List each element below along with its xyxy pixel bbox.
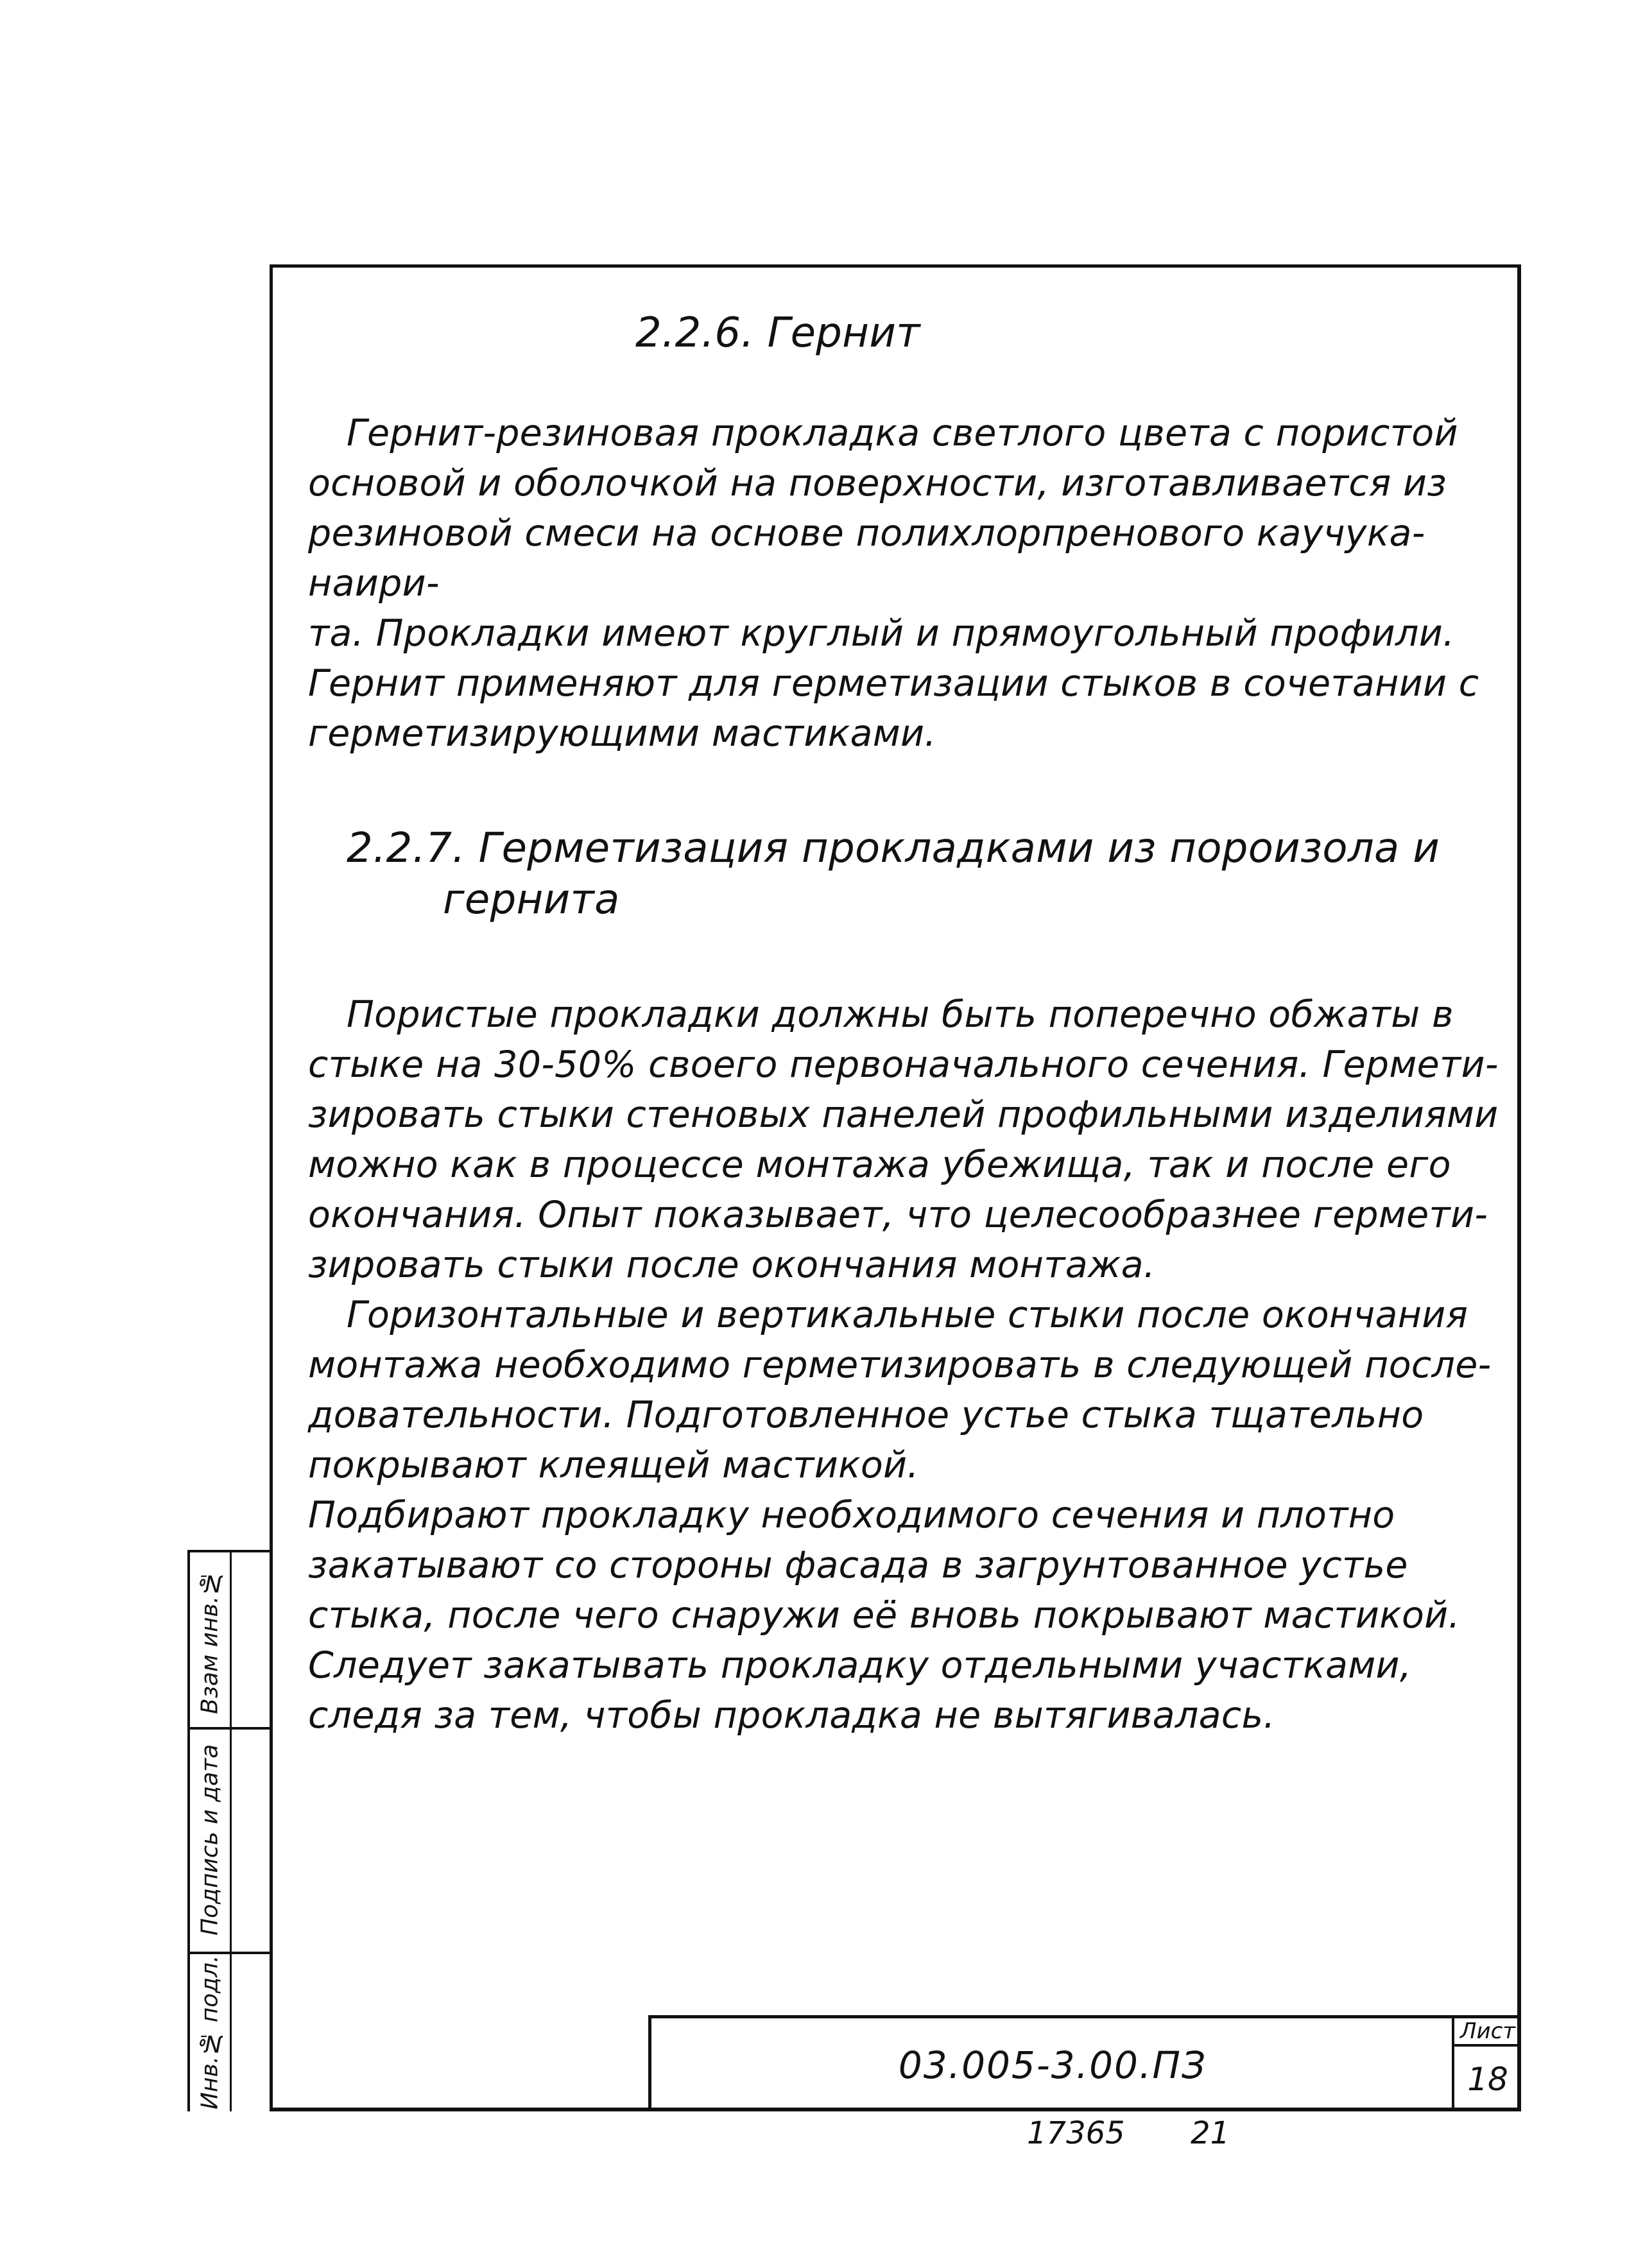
section-2-2-7-paragraph-1 bbox=[308, 990, 1502, 1290]
text-line: Подбирают прокладку необходимого сечения и плотно bbox=[308, 1494, 1395, 1536]
text-line: Следует закатывать прокладку отдельными участками, bbox=[308, 1644, 1412, 1687]
document-body bbox=[308, 308, 1502, 1740]
text-line: Пористые прокладки должны быть поперечно обжаты в bbox=[347, 993, 1454, 1036]
text-line: Гернит применяют для герметизации стыков в сочетании с bbox=[308, 662, 1479, 705]
text-line: закатывают со стороны фасада в загрунтованное устье bbox=[308, 1544, 1408, 1586]
footer-archive-number: 17365 bbox=[1027, 2115, 1125, 2151]
stamp-strip bbox=[187, 1550, 271, 2111]
text-line: можно как в процессе монтажа убежища, так и после его bbox=[308, 1144, 1451, 1186]
section-2-2-6-paragraph bbox=[308, 408, 1502, 759]
section-2-2-7-paragraph-2 bbox=[308, 1290, 1502, 1740]
text-line: герметизирующими мастиками. bbox=[308, 712, 936, 755]
section-heading-2-2-6: 2.2.6. Гернит bbox=[635, 309, 920, 357]
section-heading-line: гернита bbox=[443, 876, 620, 924]
stamp-label-signature-date: Подпись и дата bbox=[196, 1744, 223, 1936]
stamp-strip-divider bbox=[190, 1952, 271, 1954]
stamp-label-original-inventory: Инв.№ подл. bbox=[196, 1955, 223, 2110]
text-line: Горизонтальные и вертикальные стыки после окончания bbox=[347, 1294, 1468, 1336]
text-line: монтажа необходимо герметизировать в следующей после- bbox=[308, 1344, 1492, 1386]
footer-page-number: 21 bbox=[1191, 2115, 1230, 2151]
text-line: покрывают клеящей мастикой. bbox=[308, 1444, 919, 1486]
text-line: зировать стыки стеновых панелей профильными изделиями bbox=[308, 1094, 1499, 1136]
text-line: резиновой смеси на основе полихлорпренового каучука-наири- bbox=[308, 512, 1425, 605]
sheet-cell bbox=[1452, 2018, 1521, 2111]
document-code: 03.005-3.00.ПЗ bbox=[898, 2043, 1207, 2087]
section-heading-line: 2.2.7. Герметизация прокладками из пороизола и bbox=[347, 825, 1440, 872]
text-line: стыка, после чего снаружи её вновь покрывают мастикой. bbox=[308, 1594, 1460, 1637]
stamp-strip-divider bbox=[230, 1552, 232, 2111]
stamp-strip-divider bbox=[190, 1727, 271, 1730]
title-block bbox=[648, 2015, 1521, 2111]
stamp-label-replacement-inventory: Взам инв.№ bbox=[196, 1569, 223, 1714]
sheet-number: 18 bbox=[1467, 2060, 1508, 2098]
text-line: окончания. Опыт показывает, что целесообразнее гермети- bbox=[308, 1194, 1488, 1236]
text-line: довательности. Подготовленное устье стыка тщательно bbox=[308, 1394, 1424, 1436]
text-line: та. Прокладки имеют круглый и прямоугольный профили. bbox=[308, 612, 1455, 655]
text-line: зировать стыки после окончания монтажа. bbox=[308, 1244, 1156, 1286]
text-line: следя за тем, чтобы прокладка не вытягивалась. bbox=[308, 1694, 1275, 1737]
text-line: основой и оболочкой на поверхности, изготавливается из bbox=[308, 462, 1447, 504]
text-line: стыке на 30-50% своего первоначального сечения. Гермети- bbox=[308, 1044, 1499, 1086]
section-heading-2-2-7 bbox=[347, 823, 1502, 925]
sheet-label: Лист bbox=[1454, 2018, 1521, 2047]
text-line: Гернит-резиновая прокладка светлого цвета с пористой bbox=[347, 412, 1458, 454]
